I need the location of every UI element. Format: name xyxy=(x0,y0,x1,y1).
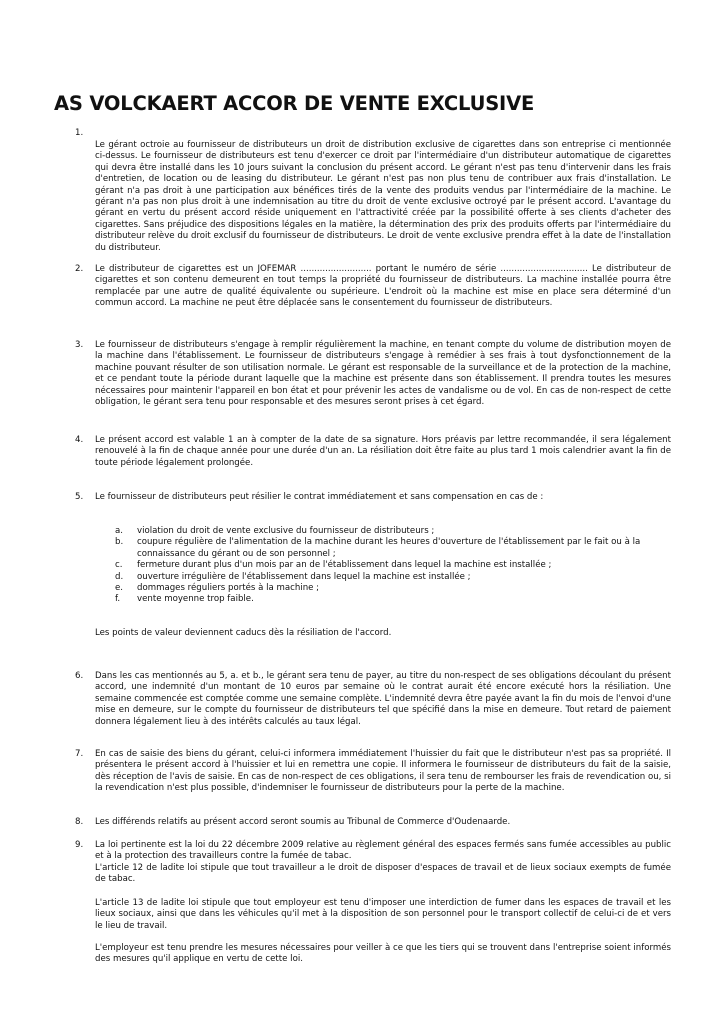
clause-4-text: Le présent accord est valable 1 an à compter de la date de sa signature. Hors préavis par lettre recommandée, il sera légalement renouvelé à la fin de chaque année pour une durée d'un an. La résiliation doit être faite au plus tard 1 mois calendrier avant la fin de toute période légalement prolongée. xyxy=(95,435,671,468)
subitem-letter: a. xyxy=(115,526,123,536)
document-title: AS VOLCKAERT ACCOR DE VENTE EXCLUSIVE xyxy=(54,92,535,115)
clause-9-paragraph-1: La loi pertinente est la loi du 22 décembre 2009 relative au règlement général des espaces fermés sans fumée accessibles au public et à la protection des travailleurs contre la fumée de tabac. xyxy=(95,840,671,862)
clause-5-text: Le fournisseur de distributeurs peut résilier le contrat immédiatement et sans compensation en cas de : xyxy=(95,492,544,502)
clause-3-text: Le fournisseur de distributeurs s'engage à remplir régulièrement la machine, en tenant compte du volume de distribution moyen de la machine dans l'établissement. Le fournisseur de distributeurs s'engage à remédier à ses frais à tout dysfonctionnement de la machine pouvant résulter de son utilisation normale. Le gérant est responsable de la surveillance et de la protection de la machine, et ce pendant toute la période durant laquelle que la machine est présente dans son établissement. Il prendra toutes les mesures nécessaires pour maintenir l'appareil en bon état et pour prévenir les actes de vandalisme ou de vol. En cas de non-respect de cette obligation, le gérant sera tenu pour responsable et des mesures seront prises à cet égard. xyxy=(95,340,671,408)
item-number-4: 4. xyxy=(75,435,84,445)
item-number-1: 1. xyxy=(75,128,84,138)
clause-1 xyxy=(95,140,671,254)
subitem-f xyxy=(115,594,671,605)
subitem-d xyxy=(115,572,671,583)
item-number-2: 2. xyxy=(75,264,84,274)
subitem-text: vente moyenne trop faible. xyxy=(137,594,254,605)
clause-1-text: Le gérant octroie au fournisseur de distributeurs un droit de distribution exclusive de cigarettes dans son entreprise ci mentionnée ci-dessus. Le fournisseur de distributeurs est tenu d'exercer ce droit par l'intermédiaire d'un distributeur automatique de cigarettes qui devra être installé dans les 10 jours suivant la conclusion du présent accord. Le gérant n'est pas tenu d'intervenir dans les frais d'entretien, de location ou de leasing du distributeur. Le gérant n'est pas non plus tenu de contribuer aux frais d'installation. Le gérant n'a pas droit à une participation aux bénéfices tirés de la vente des produits vendus par l'intermédiaire de la machine. Le gérant n'a pas non plus droit à une indemnisation au titre du droit de vente exclusive octroyé par le présent accord. L'avantage du gérant en vertu du présent accord réside uniquement en l'attractivité créée par la possibilité offerte à ses clients d'acheter des cigarettes. Sans préjudice des dispositions légales en la matière, la détermination des prix des produits offerts par l'intermédiaire du distributeur relève du droit exclusif du fournisseur de distributeurs. Le droit de vente exclusive prendra effet à la date de l'installation du distributeur. xyxy=(95,140,671,253)
subitem-letter: f. xyxy=(115,594,121,605)
clause-5 xyxy=(95,492,671,503)
clause-7-text: En cas de saisie des biens du gérant, celui-ci informera immédiatement l'huissier du fait que le distributeur n'est pas sa propriété. Il présentera le présent accord à l'huissier et lui en remettra une copie. Il informera le fournisseur de distributeurs du fait de la saisie, dès réception de l'avis de saisie. En cas de non-respect de ces obligations, il sera tenu de rembourser les frais de revendication ou, si la revendication n'est plus possible, d'indemniser le fournisseur de distributeurs pour la perte de la machine. xyxy=(95,749,671,794)
clause-9-part-1 xyxy=(95,840,671,886)
subitem-e xyxy=(115,583,671,594)
subitem-letter: d. xyxy=(115,571,124,582)
clause-2 xyxy=(95,264,671,310)
subitem-text: dommages réguliers portés à la machine ; xyxy=(137,583,320,594)
clause-5-sublist xyxy=(115,526,671,606)
clause-8-text: Les différends relatifs au présent accord seront soumis au Tribunal de Commerce d'Oudenaarde. xyxy=(95,817,511,827)
clause-9-part-2 xyxy=(95,898,671,932)
subitem-letter: e. xyxy=(115,583,124,594)
subitem-text: fermeture durant plus d'un mois par an de l'établissement dans lequel la machine est installée ; xyxy=(137,560,552,571)
resiliation-note: Les points de valeur deviennent caducs dès la résiliation de l'accord. xyxy=(95,628,392,638)
clause-3 xyxy=(95,340,671,408)
clause-6-text: Dans les cas mentionnés au 5, a. et b., le gérant sera tenu de payer, au titre du non-respect de ses obligations découlant du présent accord, une indemnité d'un montant de 10 euros par semaine où le contrat aurait été encore exécuté hors la résiliation. Une semaine commencée est comptée comme une semaine complète. L'indemnité devra être payée avant la fin du mois de l'envoi d'une mise en demeure, sur le compte du fournisseur de distributeurs tel que spécifié dans la mise en demeure. Tout retard de paiement donnera légalement lieu à des intérêts calculés au taux légal. xyxy=(95,671,671,727)
clause-9-paragraph-3: L'article 13 de ladite loi stipule que tout employeur est tenu d'imposer une interdiction de fumer dans les espaces de travail et les lieux sociaux, ainsi que dans les véhicules qu'il met à la disposition de son personnel pour le transport collectif de celui-ci de et vers le lieu de travail. xyxy=(95,898,671,931)
subitem-b xyxy=(115,537,671,560)
clause-9-paragraph-2: L'article 12 de ladite loi stipule que tout travailleur a le droit de disposer d'espaces de travail et de lieux sociaux exempts de fumée de tabac. xyxy=(95,862,671,885)
subitem-c xyxy=(115,560,671,571)
subitem-letter: c. xyxy=(115,560,123,571)
clause-4 xyxy=(95,435,671,469)
item-number-6: 6. xyxy=(75,671,84,681)
item-number-8: 8. xyxy=(75,817,84,827)
clause-9-paragraph-4: L'employeur est tenu prendre les mesures nécessaires pour veiller à ce que les tiers qui se trouvent dans l'entreprise soient informés des mesures qu'il applique en vertu de cette loi. xyxy=(95,943,671,965)
subitem-a xyxy=(115,526,671,537)
clause-7 xyxy=(95,749,671,795)
item-number-9: 9. xyxy=(75,840,84,850)
item-number-5: 5. xyxy=(75,492,84,502)
item-number-3: 3. xyxy=(75,340,84,350)
clause-8 xyxy=(95,817,671,828)
subitem-text: coupure régulière de l'alimentation de la machine durant les heures d'ouverture de l'établissement par le fait ou à la connaissance du gérant ou de son personnel ; xyxy=(137,537,641,559)
item-number-7: 7. xyxy=(75,749,84,759)
subitem-text: violation du droit de vente exclusive du fournisseur de distributeurs ; xyxy=(137,526,435,536)
clause-2-text: Le distributeur de cigarettes est un JOFEMAR .......................... portant le numéro de série ................................ Le distributeur de cigarettes et son contenu demeurent en tout temps la propriété du fournisseur de distributeurs. La machine installée pourra être remplacée par une autre de qualité équivalente ou supérieure. L'endroit où la machine est mise en place sera déterminé d'un commun accord. La machine ne peut être déplacée sans le consentement du fournisseur de distributeurs. xyxy=(95,264,671,309)
subitem-text: ouverture irrégulière de l'établissement dans lequel la machine est installée ; xyxy=(137,571,471,582)
subitem-letter: b. xyxy=(115,537,124,548)
clause-9-part-3 xyxy=(95,943,671,966)
clause-6 xyxy=(95,671,671,728)
